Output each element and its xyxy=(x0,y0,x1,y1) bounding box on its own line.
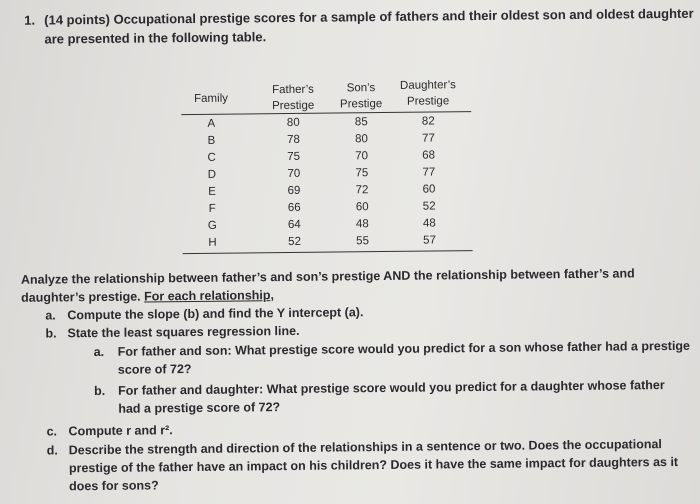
cell-daughter: 77 xyxy=(422,166,436,179)
item-c-marker: c. xyxy=(46,424,58,439)
cell-son: 85 xyxy=(354,116,368,129)
cell-son: 48 xyxy=(355,218,369,231)
cell-family: E xyxy=(208,185,216,198)
cell-son: 80 xyxy=(355,133,368,146)
item-c-text: Compute r and r². xyxy=(68,423,173,439)
question-header xyxy=(14,5,694,47)
header-father-line2: Prestige xyxy=(271,99,315,113)
item-b-marker: b. xyxy=(45,326,57,341)
header-son-line2: Prestige xyxy=(339,98,383,111)
cell-son: 60 xyxy=(355,201,369,214)
cell-daughter: 57 xyxy=(423,234,436,247)
header-family: Family xyxy=(194,92,229,105)
for-each-relationship: For each relationship, xyxy=(143,288,275,304)
cell-father: 80 xyxy=(286,116,300,130)
item-ba-marker: a. xyxy=(93,344,105,360)
item-d-line1: Describe the strength and direction of the relationships in a sentence or two. Does the occupational xyxy=(68,437,662,458)
header-daughter-line1: Daughter’s xyxy=(399,79,456,92)
cell-father: 52 xyxy=(288,235,302,248)
cell-daughter: 68 xyxy=(422,149,436,162)
question-intro-line1: (14 points) Occupational prestige scores for a sample of fathers and their oldest son and oldest daughter xyxy=(44,5,694,28)
cell-family: C xyxy=(207,151,216,164)
item-bb-marker: b. xyxy=(94,383,106,399)
cell-father: 64 xyxy=(287,218,301,231)
cell-son: 70 xyxy=(355,150,369,163)
header-daughter-line2: Prestige xyxy=(406,95,450,108)
item-bb-line1: For father and daughter: What prestige score would you predict for a daughter whose father xyxy=(118,378,665,398)
cell-daughter: 77 xyxy=(422,132,435,145)
question-intro-line2: are presented in the following table. xyxy=(44,29,267,47)
item-bb-line2: had a prestige score of 72? xyxy=(118,400,281,416)
cell-son: 75 xyxy=(355,167,369,180)
question-number: 1. xyxy=(24,12,36,28)
instructions-line2-text: daughter’s prestige. xyxy=(21,289,145,305)
cell-father: 78 xyxy=(287,133,300,147)
cell-son: 72 xyxy=(355,184,369,197)
cell-family: F xyxy=(208,202,216,215)
cell-family: A xyxy=(207,117,216,130)
cell-daughter: 48 xyxy=(422,217,436,230)
header-son-line1: Son’s xyxy=(346,82,376,95)
cell-family: G xyxy=(207,219,217,232)
item-d-marker: d. xyxy=(46,443,58,458)
instructions-line2 xyxy=(21,287,274,307)
cell-father: 66 xyxy=(287,201,301,214)
instructions-line1: Analyze the relationship between father’s and son’s prestige AND the relationship between father’s and xyxy=(20,266,635,287)
item-d-line3: does for sons? xyxy=(69,478,159,494)
item-ba-line2: score of 72? xyxy=(117,362,192,377)
header-father-line1: Father’s xyxy=(272,83,314,97)
cell-family: H xyxy=(208,236,217,249)
item-ba-line1: For father and son: What prestige score would you predict for a son whose father had a prestige xyxy=(117,338,691,359)
cell-father: 70 xyxy=(287,167,301,180)
cell-father: 75 xyxy=(287,150,301,164)
prestige-table xyxy=(181,73,473,256)
cell-daughter: 52 xyxy=(422,200,436,213)
cell-father: 69 xyxy=(287,184,301,197)
cell-daughter: 60 xyxy=(422,183,436,196)
item-d-line2: prestige of the father have an impact on his children? Does it have the same impact for daughters as it xyxy=(68,454,679,476)
cell-family: D xyxy=(207,168,217,181)
cell-daughter: 82 xyxy=(421,115,435,128)
cell-son: 55 xyxy=(356,235,369,248)
item-a-marker: a. xyxy=(45,308,56,323)
cell-family: B xyxy=(207,134,216,147)
item-b-text: State the least squares regression line. xyxy=(67,323,300,341)
bottom-rule xyxy=(183,250,473,254)
item-a-text: Compute the slope (b) and find the Y intercept (a). xyxy=(67,305,364,323)
